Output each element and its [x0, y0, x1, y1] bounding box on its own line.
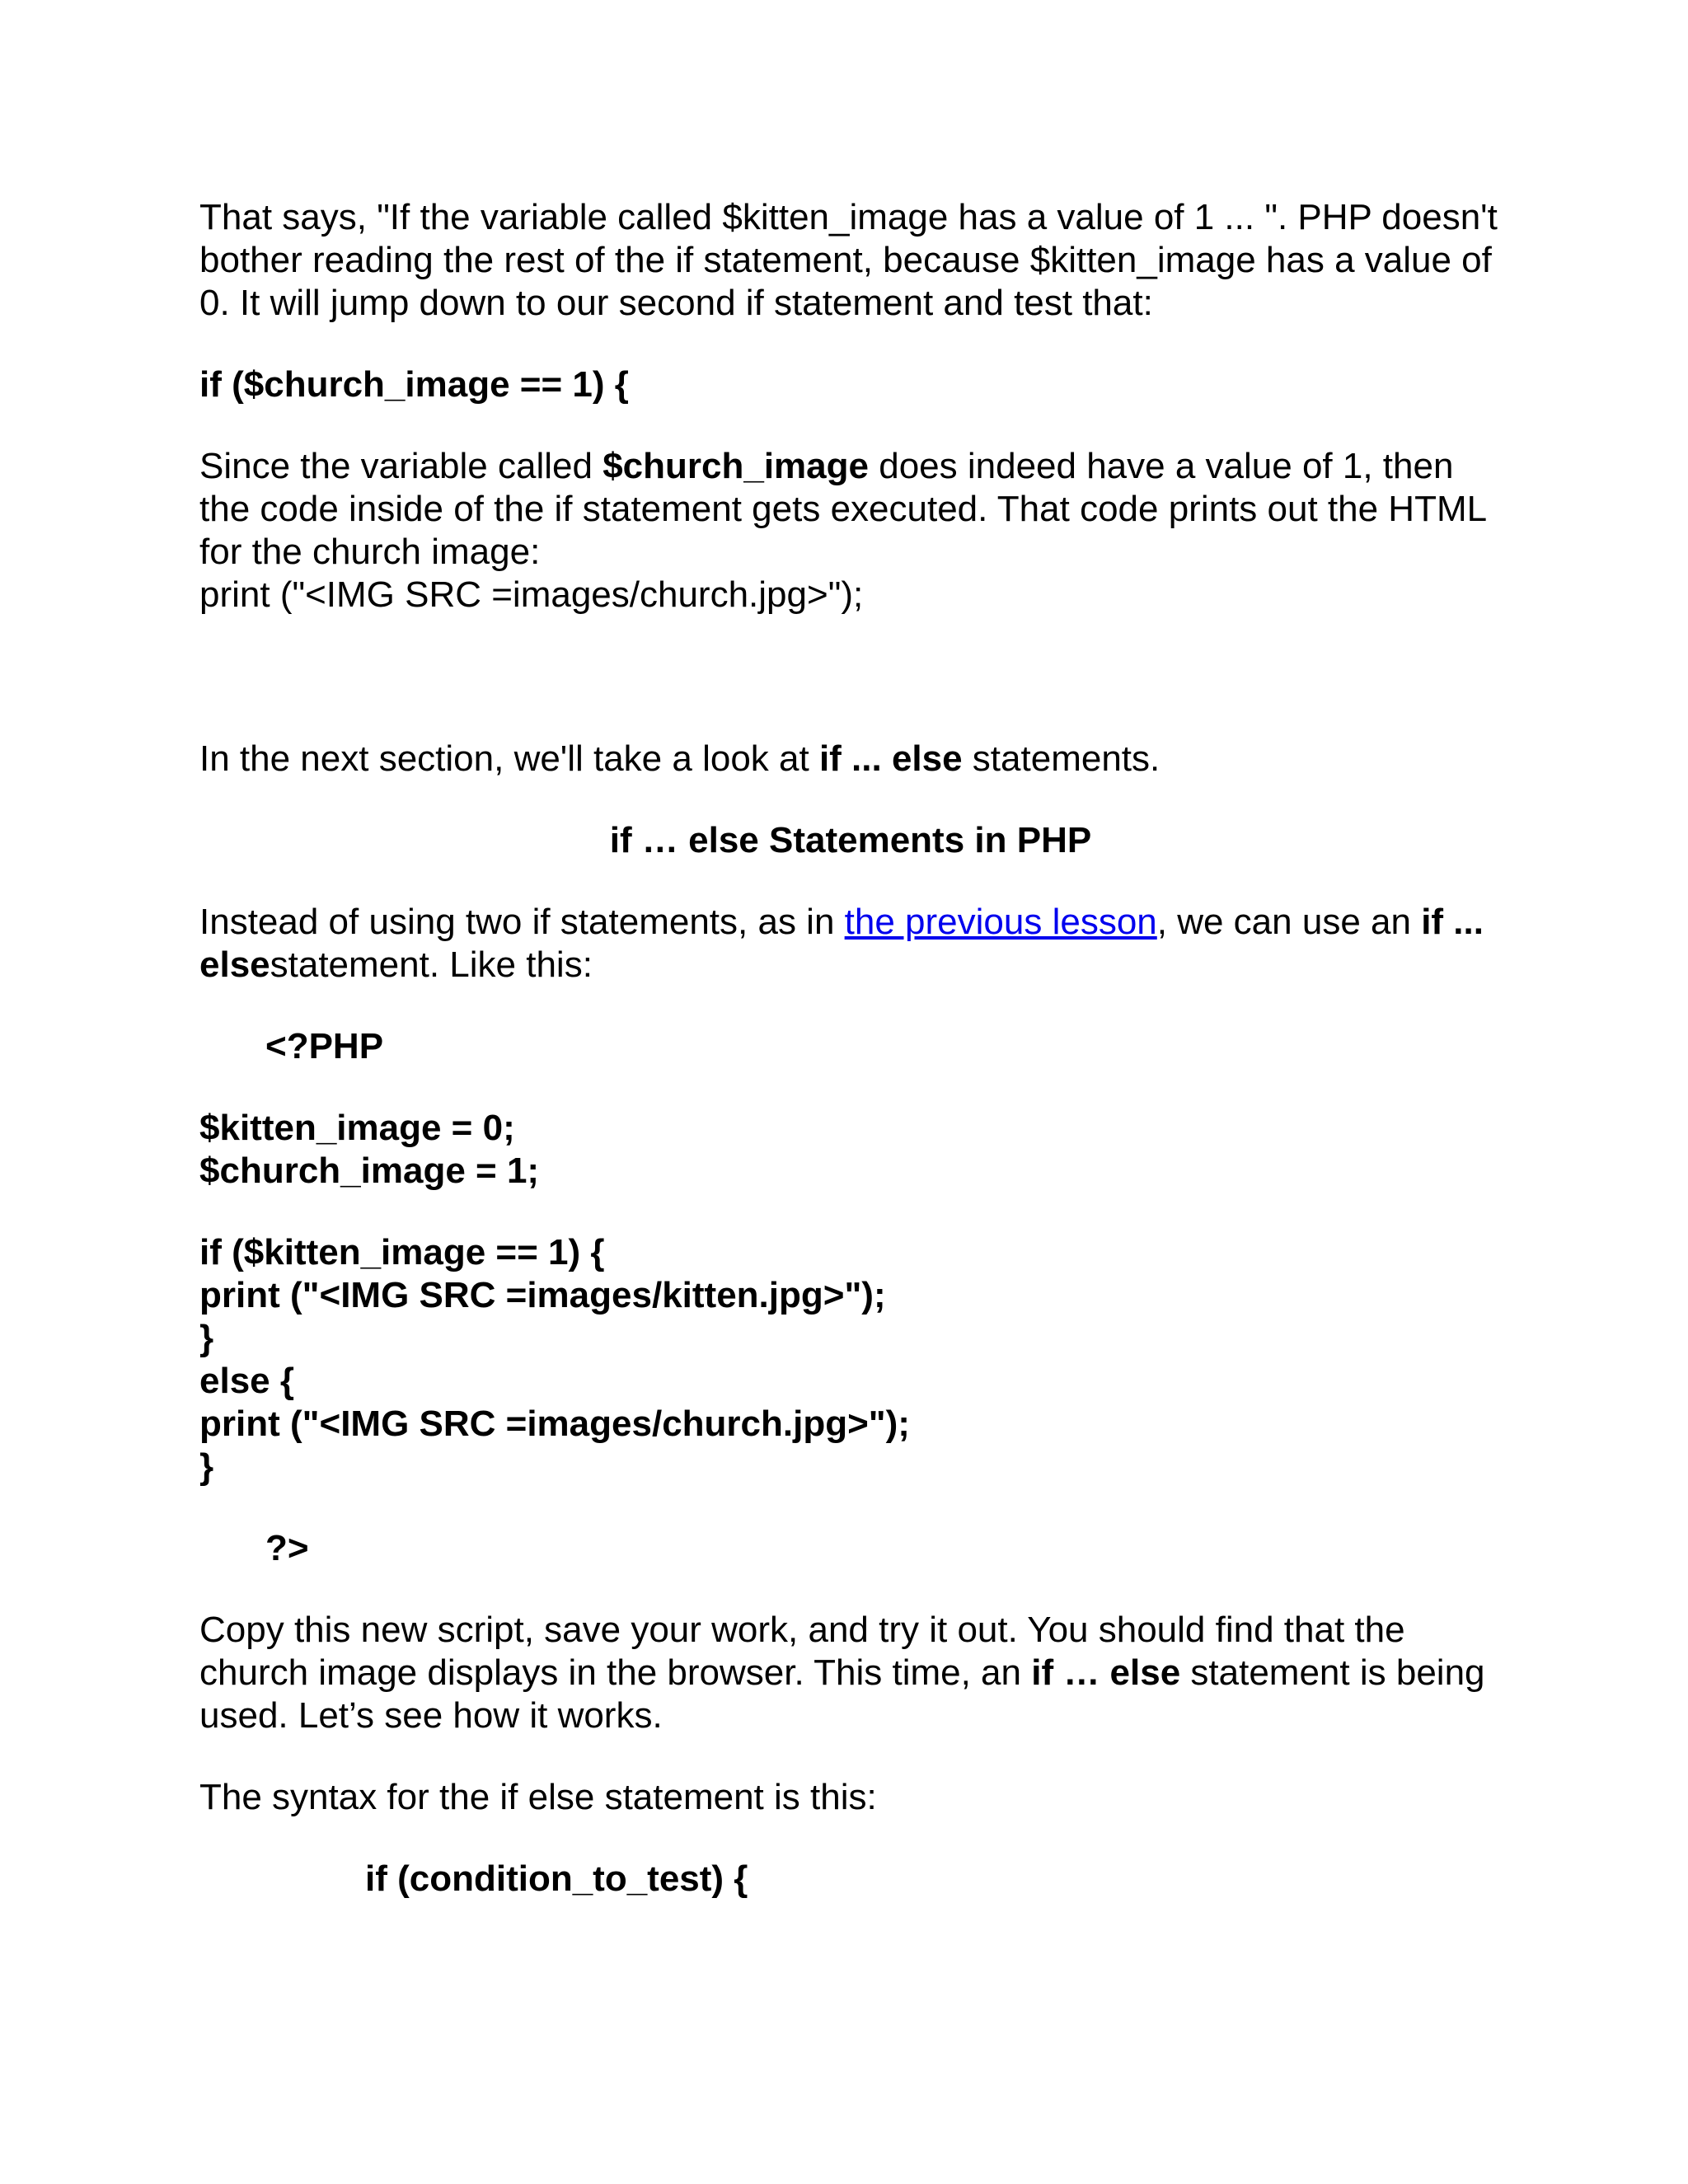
text-before: In the next section, we'll take a look at	[199, 738, 819, 779]
text-middle: , we can use an	[1156, 902, 1422, 942]
code-line: print ("<IMG SRC =images/kitten.jpg>");	[199, 1275, 886, 1315]
text-before: Since the variable called	[199, 446, 603, 486]
paragraph-church-explanation	[199, 445, 1502, 574]
text-after: does indeed have a value of 1, then the code inside of the if statement gets executed. That code prints out the HTML for the church image:	[199, 446, 1486, 572]
bold-if-else: if ... else	[199, 902, 1484, 985]
paragraph-intro: That says, "If the variable called $kitten_image has a value of 1 ... ". PHP doesn't bother reading the rest of the if statement, because $kitten_image has a value of 0. It will jump down to our second if statement and test that:	[199, 197, 1498, 323]
code-php-open: <?PHP	[265, 1026, 384, 1066]
document-page	[199, 196, 1502, 1900]
paragraph-syntax: The syntax for the if else statement is this:	[199, 1777, 877, 1817]
text-after: statement. Like this:	[270, 944, 593, 985]
bold-if-else: if … else	[1031, 1652, 1181, 1693]
code-php-close: ?>	[265, 1528, 309, 1568]
paragraph-instead	[199, 901, 1502, 987]
spacer	[199, 616, 1502, 738]
code-if-else-block	[199, 1231, 1502, 1488]
code-syntax-line: if (condition_to_test) {	[365, 1858, 748, 1899]
code-line: }	[199, 1446, 214, 1487]
code-line: $kitten_image = 0;	[199, 1108, 515, 1148]
bold-variable: $church_image	[603, 446, 869, 486]
text-after: statement is being used. Let’s see how it works.	[199, 1652, 1485, 1736]
text-before: Copy this new script, save your work, and try it out. You should find that the church image displays in the browser. This time, an	[199, 1610, 1405, 1693]
paragraph-copy-script	[199, 1609, 1502, 1737]
bold-if-else: if ... else	[818, 738, 963, 779]
code-line: print ("<IMG SRC =images/church.jpg>");	[199, 1404, 910, 1444]
code-print-church: print ("<IMG SRC =images/church.jpg>");	[199, 574, 864, 615]
code-if-church: if ($church_image == 1) {	[199, 364, 629, 405]
code-line: $church_image = 1;	[199, 1151, 540, 1191]
code-line: }	[199, 1318, 214, 1358]
previous-lesson-link[interactable]: the previous lesson	[844, 902, 1157, 942]
text-before: Instead of using two if statements, as in	[199, 902, 845, 942]
code-line: if ($kitten_image == 1) {	[199, 1232, 605, 1272]
paragraph-next-section	[199, 738, 1502, 780]
code-variables	[199, 1107, 1502, 1193]
section-heading: if … else Statements in PHP	[609, 820, 1092, 860]
code-line: else {	[199, 1361, 294, 1401]
text-after: statements.	[962, 738, 1160, 779]
